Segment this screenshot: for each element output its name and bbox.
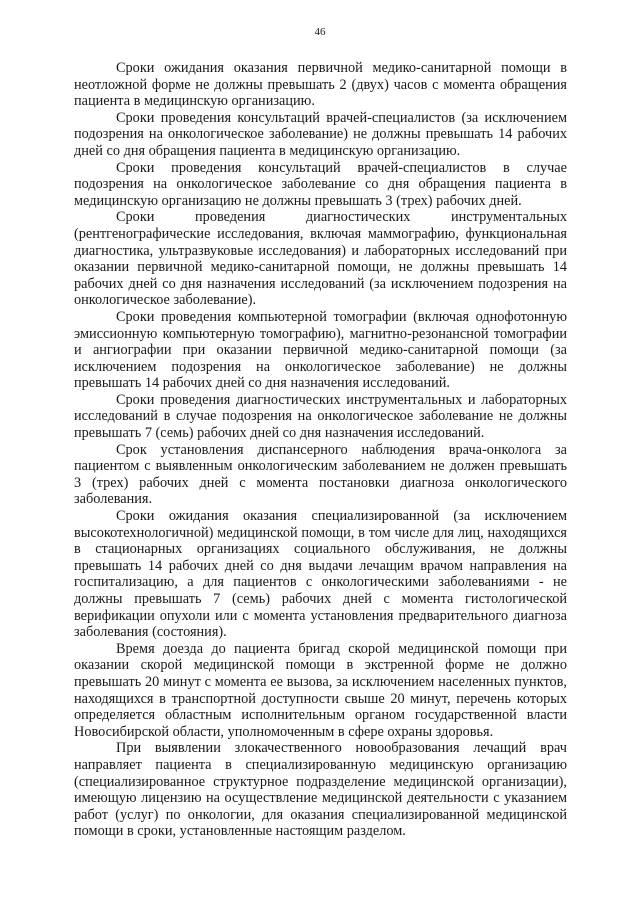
paragraph: Сроки ожидания оказания первичной медико-санитарной помощи в неотложной форме не должны превышать 2 (двух) часов с момента обращения пациента в медицинскую организацию. bbox=[74, 60, 567, 110]
paragraph: При выявлении злокачественного новообразования лечащий врач направляет пациента в специализированную медицинскую организацию (специализированное структурное подразделение медицинской организации), имеющую лицензию на осуществление медицинской деятельности с указанием работ (услуг) по онкологии, для оказания специализированной медицинской помощи в сроки, установленные настоящим разделом. bbox=[74, 740, 567, 840]
paragraph: Сроки проведения диагностических инструментальных и лабораторных исследований в случае подозрения на онкологическое заболевание не должны превышать 7 (семь) рабочих дней со дня назначения исследований. bbox=[74, 391, 567, 442]
paragraph: Сроки ожидания оказания специализированной (за исключением высокотехнологичной) медицинской помощи, в том числе для лиц, находящихся в стационарных организациях социального обслуживания, не должны превышать 14 рабочих дней со дня выдачи лечащим врачом направления на госпитализацию, а для пациентов с онкологическими заболеваниями - не должны превышать 7 (семь) рабочих дней с момента гистологической верификации опухоли или с момента установления предварительного диагноза заболевания (состояния). bbox=[74, 508, 567, 641]
paragraph: Сроки проведения консультаций врачей-специалистов в случае подозрения на онкологическое заболевание со дня обращения пациента в медицинскую организацию не должны превышать 3 (трех) рабочих дней. bbox=[74, 159, 567, 209]
paragraph: Сроки проведения компьютерной томографии (включая однофотонную эмиссионную компьютерную томографию), магнитно-резонансной томографии и ангиографии при оказании первичной медико-санитарной помощи (за исключением подозрения на онкологическое заболевание) не должны превышать 14 рабочих дней со дня назначения исследований. bbox=[74, 308, 567, 392]
page-number: 46 bbox=[314, 26, 326, 38]
paragraph: Сроки проведения консультаций врачей-специалистов (за исключением подозрения на онкологическое заболевание) не должны превышать 14 рабочих дней со дня обращения пациента в медицинскую организацию. bbox=[74, 109, 567, 159]
paragraph: Время доезда до пациента бригад скорой медицинской помощи при оказании скорой медицинской помощи в экстренной форме не должно превышать 20 минут с момента ее вызова, за исключением населенных пунктов, находящихся в транспортной доступности свыше 20 минут, перечень которых определяется областным исполнительным органом государственной власти Новосибирской области, уполномоченным в сфере охраны здоровья. bbox=[74, 640, 567, 740]
document-body bbox=[74, 60, 567, 840]
paragraph: Сроки проведения диагностических инструментальных (рентгенографические исследования, включая маммографию, функциональная диагностика, ультразвуковые исследования) и лабораторных исследований при оказании первичной медико-санитарной помощи, не должны превышать 14 рабочих дней со дня назначения исследований (за исключением подозрения на онкологическое заболевание). bbox=[74, 209, 567, 309]
paragraph: Срок установления диспансерного наблюдения врача-онколога за пациентом с выявленным онкологическим заболеванием не должен превышать 3 (трех) рабочих дней с момента постановки диагноза онкологического заболевания. bbox=[74, 441, 567, 508]
